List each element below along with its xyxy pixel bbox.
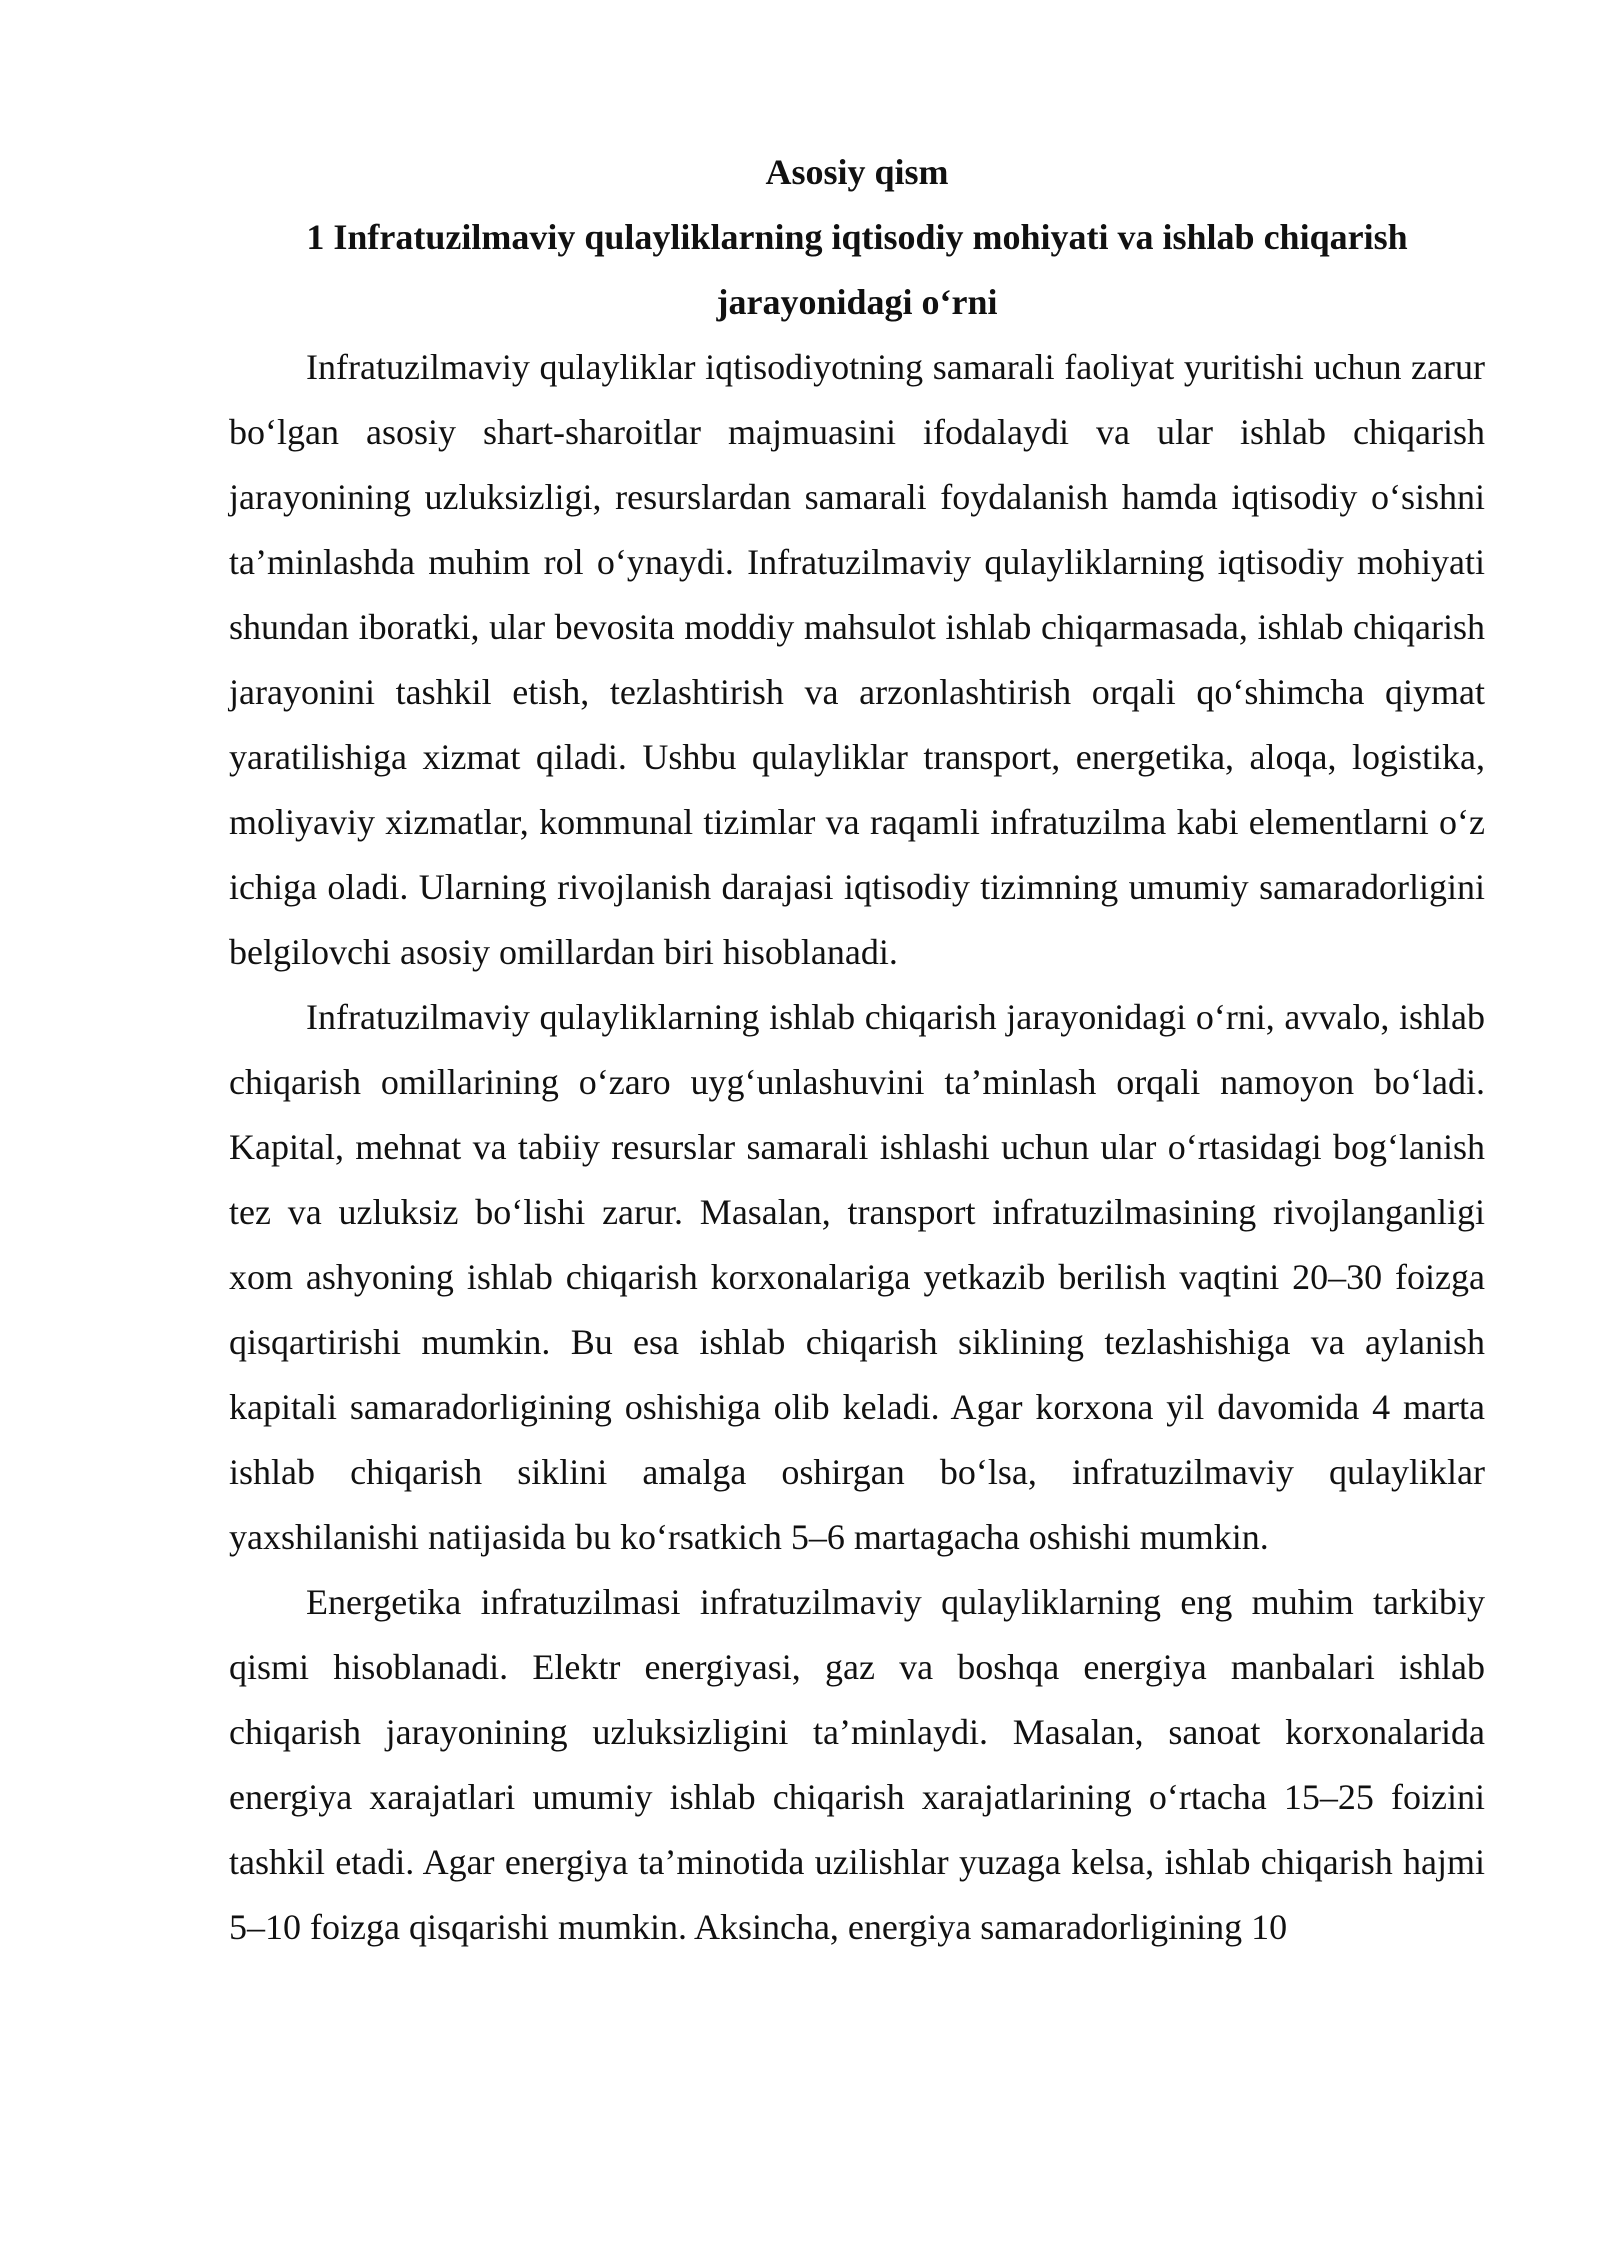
paragraph: Infratuzilmaviy qulayliklarning ishlab chiqarish jarayonidagi o‘rni, avvalo, ishlab chiqarish omillarining o‘zaro uyg‘unlashuvini ta’minlash orqali namoyon bo‘ladi. Kapital, mehnat va tabiiy resurslar samarali ishlashi uchun ular o‘rtasidagi bog‘lanish tez va uzluksiz bo‘lishi zarur. Masalan, transport infratuzilmasining rivojlanganligi xom ashyoning ishlab chiqarish korxonalariga yetkazib berilish vaqtini 20–30 foizga qisqartirishi mumkin. Bu esa ishlab chiqarish siklining tezlashishiga va aylanish kapitali samaradorligining oshishiga olib keladi. Agar korxona yil davomida 4 marta ishlab chiqarish siklini amalga oshirgan bo‘lsa, infratuzilmaviy qulayliklar yaxshilanishi natijasida bu ko‘rsatkich 5–6 martagacha oshishi mumkin. — [229, 997, 1485, 1557]
paragraph: Energetika infratuzilmasi infratuzilmaviy qulayliklarning eng muhim tarkibiy qismi hisoblanadi. Elektr energiyasi, gaz va boshqa energiya manbalari ishlab chiqarish jarayonining uzluksizligini ta’minlaydi. Masalan, sanoat korxonalarida energiya xarajatlari umumiy ishlab chiqarish xarajatlarining o‘rtacha 15–25 foizini tashkil etadi. Agar energiya ta’minotida uzilishlar yuzaga kelsa, ishlab chiqarish hajmi 5–10 foizga qisqarishi mumkin. Aksincha, energiya samaradorligining 10 — [229, 1582, 1485, 1947]
paragraph: Infratuzilmaviy qulayliklar iqtisodiyotning samarali faoliyat yuritishi uchun zarur bo‘lgan asosiy shart-sharoitlar majmuasini ifodalaydi va ular ishlab chiqarish jarayonining uzluksizligi, resurslardan samarali foydalanish hamda iqtisodiy o‘sishni ta’minlashda muhim rol o‘ynaydi. Infratuzilmaviy qulayliklarning iqtisodiy mohiyati shundan iboratki, ular bevosita moddiy mahsulot ishlab chiqarmasada, ishlab chiqarish jarayonini tashkil etish, tezlashtirish va arzonlashtirish orqali qo‘shimcha qiymat yaratilishiga xizmat qiladi. Ushbu qulayliklar transport, energetika, aloqa, logistika, moliyaviy xizmatlar, kommunal tizimlar va raqamli infratuzilma kabi elementlarni o‘z ichiga oladi. Ularning rivojlanish darajasi iqtisodiy tizimning umumiy samaradorligini belgilovchi asosiy omillardan biri hisoblanadi. — [229, 347, 1485, 972]
section-title: Asosiy qism — [765, 152, 949, 192]
document-page — [229, 140, 1485, 1960]
chapter-title: 1 Infratuzilmaviy qulayliklarning iqtisodiy mohiyati va ishlab chiqarish jarayonidagi o‘rni — [306, 217, 1408, 322]
